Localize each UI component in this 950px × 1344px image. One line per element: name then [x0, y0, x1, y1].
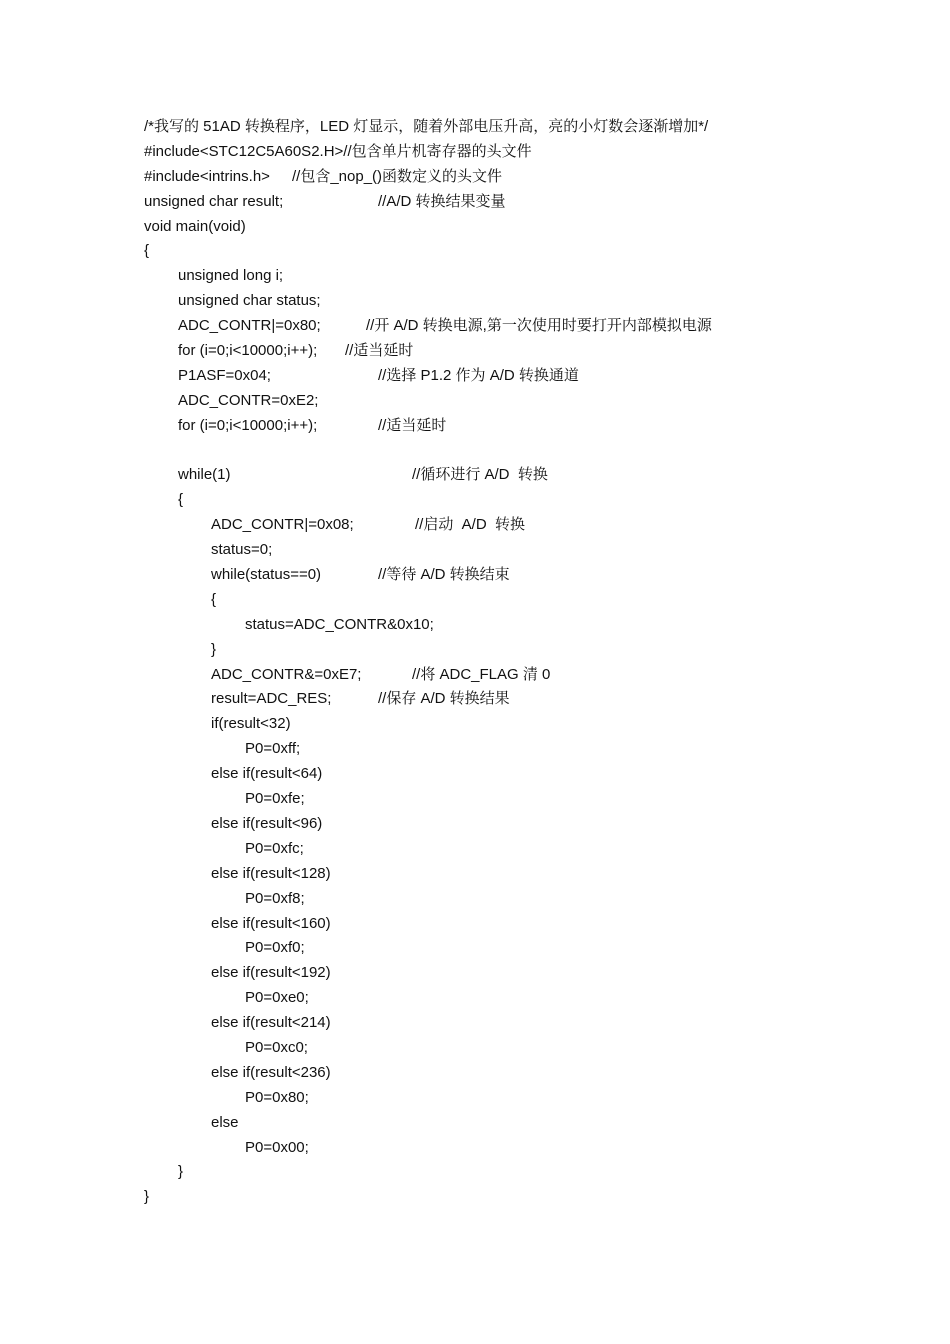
code-text: unsigned char status;	[178, 292, 321, 310]
code-text: ADC_CONTR|=0x80;	[178, 317, 321, 335]
code-line	[0, 887, 950, 912]
code-text: void main(void)	[144, 217, 246, 235]
code-text: else if(result<96)	[211, 814, 323, 832]
code-line	[0, 264, 950, 289]
code-text: #include<intrins.h>	[144, 167, 270, 185]
code-line	[0, 115, 950, 140]
code-comment: //等待 A/D 转换结束	[378, 566, 510, 584]
code-text: #include<STC12C5A60S2.H>//包含单片机寄存器的头文件	[144, 142, 532, 160]
code-line	[0, 289, 950, 314]
code-text: for (i=0;i<10000;i++);	[178, 416, 318, 434]
code-line	[0, 1111, 950, 1136]
code-comment: //适当延时	[378, 416, 447, 434]
code-text: {	[178, 491, 184, 509]
code-text: P0=0xe0;	[245, 989, 309, 1007]
code-text: P0=0x00;	[245, 1138, 309, 1156]
code-text: P0=0xfe;	[245, 790, 305, 808]
code-text: P0=0x80;	[245, 1088, 309, 1106]
code-line	[0, 986, 950, 1011]
code-line	[0, 215, 950, 240]
code-line	[0, 339, 950, 364]
code-line	[0, 613, 950, 638]
code-text: status=0;	[211, 541, 273, 559]
code-line	[0, 439, 950, 464]
code-text: P0=0xf0;	[245, 939, 305, 957]
code-line	[0, 862, 950, 887]
code-text: }	[178, 1163, 184, 1181]
code-comment: //保存 A/D 转换结果	[378, 690, 510, 708]
code-line	[0, 239, 950, 264]
code-text: if(result<32)	[211, 715, 291, 733]
code-text: else if(result<64)	[211, 765, 323, 783]
code-text: else if(result<236)	[211, 1063, 331, 1081]
code-line	[0, 712, 950, 737]
code-line	[0, 1061, 950, 1086]
code-text: result=ADC_RES;	[211, 690, 332, 708]
code-line	[0, 389, 950, 414]
code-listing	[0, 115, 950, 1210]
code-comment: //适当延时	[345, 342, 414, 360]
code-comment: //A/D 转换结果变量	[378, 192, 506, 210]
code-line	[0, 165, 950, 190]
code-text: P0=0xff;	[245, 740, 301, 758]
code-line	[0, 563, 950, 588]
code-line	[0, 762, 950, 787]
code-line	[0, 364, 950, 389]
code-text: unsigned char result;	[144, 192, 284, 210]
code-text: ADC_CONTR|=0x08;	[211, 516, 354, 534]
code-text: while(status==0)	[211, 566, 322, 584]
code-line	[0, 1136, 950, 1161]
code-text: for (i=0;i<10000;i++);	[178, 342, 318, 360]
code-line	[0, 663, 950, 688]
code-line	[0, 936, 950, 961]
code-line	[0, 1036, 950, 1061]
code-line	[0, 812, 950, 837]
code-text: }	[211, 640, 217, 658]
code-line	[0, 140, 950, 165]
code-text: {	[144, 242, 150, 260]
code-line	[0, 1160, 950, 1185]
code-text: else if(result<128)	[211, 864, 331, 882]
code-line	[0, 687, 950, 712]
code-text: {	[211, 590, 217, 608]
code-line	[0, 538, 950, 563]
code-line	[0, 1185, 950, 1210]
code-text: /*我写的 51AD 转换程序，LED 灯显示，随着外部电压升高，亮的小灯数会逐渐增加*/	[144, 118, 709, 135]
code-line	[0, 314, 950, 339]
code-comment: //启动 A/D 转换	[415, 516, 526, 534]
code-line	[0, 787, 950, 812]
code-text: P0=0xc0;	[245, 1038, 308, 1056]
code-line	[0, 190, 950, 215]
code-text: unsigned long i;	[178, 267, 284, 285]
code-text: else if(result<192)	[211, 964, 331, 982]
code-comment: //选择 P1.2 作为 A/D 转换通道	[378, 366, 579, 384]
code-line	[0, 737, 950, 762]
code-line	[0, 488, 950, 513]
code-comment: //将 ADC_FLAG 清 0	[412, 665, 551, 683]
code-comment: //包含_nop_()函数定义的头文件	[292, 167, 503, 185]
code-text: status=ADC_CONTR&0x10;	[245, 615, 434, 633]
code-comment: //开 A/D 转换电源,第一次使用时要打开内部模拟电源	[366, 317, 712, 335]
code-text: else	[211, 1113, 239, 1131]
code-text: ADC_CONTR=0xE2;	[178, 391, 319, 409]
code-line	[0, 463, 950, 488]
code-text: }	[144, 1188, 150, 1206]
code-text: else if(result<214)	[211, 1014, 331, 1032]
code-line	[0, 513, 950, 538]
code-line	[0, 588, 950, 613]
code-text: while(1)	[178, 466, 231, 484]
code-line	[0, 1011, 950, 1036]
code-text: ADC_CONTR&=0xE7;	[211, 665, 362, 683]
code-text: P1ASF=0x04;	[178, 366, 271, 384]
code-comment: //循环进行 A/D 转换	[412, 466, 548, 484]
code-line	[0, 1086, 950, 1111]
code-line	[0, 638, 950, 663]
code-line	[0, 414, 950, 439]
code-line	[0, 961, 950, 986]
code-line	[0, 837, 950, 862]
code-text: P0=0xf8;	[245, 889, 305, 907]
code-text: else if(result<160)	[211, 914, 331, 932]
code-text: P0=0xfc;	[245, 839, 304, 857]
code-line	[0, 912, 950, 937]
